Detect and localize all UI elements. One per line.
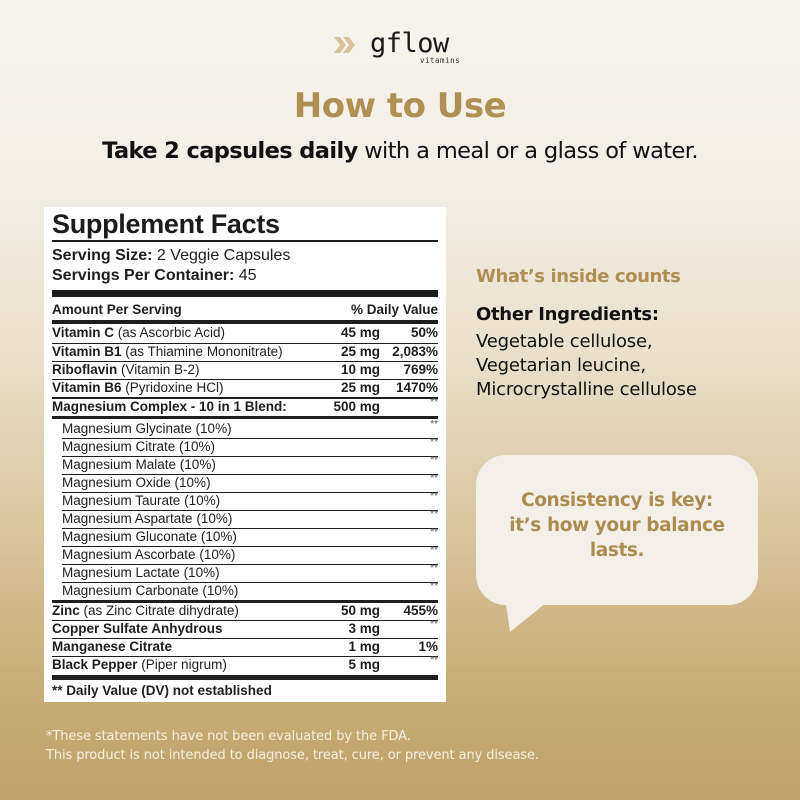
- nutrient-dv: **: [430, 619, 438, 630]
- nutrient-source: (as Ascorbic Acid): [114, 325, 226, 340]
- nutrient-row: [52, 344, 438, 362]
- nutrient-dv: 1470%: [395, 380, 438, 395]
- callout-line: Consistency is key:: [521, 490, 713, 511]
- blend-ingredient-row: [52, 439, 438, 457]
- servings-per-container-label: Servings Per Container:: [52, 267, 235, 284]
- dv-footnote: ** Daily Value (DV) not established: [52, 683, 272, 698]
- nutrient-name: Vitamin B1: [52, 344, 122, 359]
- page-title: How to Use: [293, 86, 507, 126]
- ingredient-dv: **: [430, 473, 438, 484]
- nutrient-row: [52, 362, 438, 380]
- daily-value-header: % Daily Value: [350, 302, 438, 317]
- servings-per-container: [52, 267, 438, 285]
- fda-disclaimer: [46, 727, 539, 765]
- brand-name: gflow: [370, 28, 449, 59]
- usage-instruction-rest: with a meal or a glass of water.: [357, 138, 698, 164]
- nutrient-amount: 10 mg: [340, 362, 380, 377]
- blend-name: Magnesium Complex - 10 in 1 Blend:: [52, 399, 287, 414]
- ingredient-name: Magnesium Gluconate (10%): [62, 529, 237, 544]
- nutrient-dv: 50%: [410, 325, 438, 340]
- servings-per-container-value: 45: [234, 267, 257, 284]
- blend-ingredient-row: [52, 475, 438, 493]
- blend-ingredient-row: [52, 457, 438, 475]
- nutrient-name: Riboflavin: [52, 362, 118, 377]
- nutrient-source: (Piper nigrum): [137, 657, 227, 672]
- other-ingredients-list: [476, 330, 697, 402]
- ingredient-dv: **: [430, 437, 438, 448]
- nutrient-dv: 769%: [403, 362, 438, 377]
- nutrient-row: [52, 603, 438, 621]
- thick-divider: [52, 416, 438, 419]
- ingredient-dv: **: [430, 545, 438, 556]
- ingredient-dv: **: [430, 509, 438, 520]
- nutrient-source: (Vitamin B-2): [117, 362, 200, 377]
- nutrient-amount: 25 mg: [340, 344, 380, 359]
- supplement-facts-title: Supplement Facts: [52, 209, 280, 239]
- nutrient-row: [52, 657, 438, 675]
- blend-ingredient-row: [52, 493, 438, 511]
- nutrient-amount: 1 mg: [348, 639, 380, 654]
- supplement-facts-panel: [44, 207, 446, 702]
- nutrient-source: (as Thiamine Mononitrate): [121, 344, 283, 359]
- blend-ingredient-row: [52, 565, 438, 583]
- ingredient-line: Vegetable cellulose,: [476, 331, 653, 352]
- ingredient-name: Magnesium Taurate (10%): [62, 493, 221, 508]
- ingredient-dv: **: [430, 419, 438, 430]
- nutrient-name: Vitamin C: [52, 325, 115, 340]
- nutrient-amount: 25 mg: [340, 380, 380, 395]
- blend-amount: 500 mg: [333, 399, 380, 414]
- nutrient-source: (as Zinc Citrate dihydrate): [79, 603, 239, 618]
- amount-per-serving-header: Amount Per Serving: [52, 302, 182, 317]
- blend-ingredient-row: [52, 511, 438, 529]
- blend-ingredient-row: [52, 583, 438, 601]
- ingredient-name: Magnesium Ascorbate (10%): [62, 547, 236, 562]
- brand-tagline: vitamins: [420, 56, 461, 65]
- nutrient-name: Manganese Citrate: [52, 639, 173, 654]
- thick-divider: [52, 675, 438, 680]
- blend-row: [52, 399, 438, 417]
- callout-line: it’s how your balance: [509, 515, 725, 536]
- ingredient-name: Magnesium Carbonate (10%): [62, 583, 239, 598]
- ingredient-line: Microcrystalline cellulose: [476, 379, 697, 400]
- ingredient-dv: **: [430, 455, 438, 466]
- serving-size-value: 2 Veggie Capsules: [152, 247, 291, 264]
- ingredient-name: Magnesium Oxide (10%): [62, 475, 211, 490]
- nutrient-dv: 2,083%: [392, 344, 438, 359]
- nutrient-row: [52, 325, 438, 343]
- serving-size: [52, 247, 438, 265]
- blend-ingredient-row: [52, 529, 438, 547]
- nutrient-amount: 5 mg: [348, 657, 380, 672]
- ingredient-name: Magnesium Lactate (10%): [62, 565, 220, 580]
- nutrient-name: Black Pepper: [52, 657, 138, 672]
- nutrient-name: Vitamin B6: [52, 380, 122, 395]
- chevron-arrows-icon: [334, 37, 358, 53]
- ingredient-dv: **: [430, 581, 438, 592]
- serving-size-label: Serving Size:: [52, 247, 153, 264]
- nutrient-row: [52, 621, 438, 639]
- ingredient-line: Vegetarian leucine,: [476, 355, 646, 376]
- ingredients-heading: What’s inside counts: [476, 266, 681, 287]
- nutrient-row: [52, 380, 438, 398]
- brand-logo: [334, 28, 474, 68]
- usage-instruction: [0, 138, 800, 164]
- ingredient-dv: **: [430, 563, 438, 574]
- disclaimer-line: This product is not intended to diagnose, treat, cure, or prevent any disease.: [46, 748, 539, 763]
- blend-dv: **: [430, 397, 438, 408]
- other-ingredients-label: Other Ingredients:: [476, 304, 659, 325]
- nutrient-amount: 45 mg: [340, 325, 380, 340]
- consistency-callout: [476, 488, 758, 563]
- facts-header: [52, 302, 438, 317]
- blend-ingredient-row: [52, 421, 438, 439]
- disclaimer-line: *These statements have not been evaluated by the FDA.: [46, 729, 411, 744]
- ingredient-name: Magnesium Aspartate (10%): [62, 511, 233, 526]
- nutrient-dv: **: [430, 655, 438, 666]
- speech-bubble-tail-icon: [500, 590, 570, 632]
- usage-instruction-bold: Take 2 capsules daily: [102, 138, 358, 164]
- nutrient-amount: 50 mg: [340, 603, 380, 618]
- blend-ingredient-row: [52, 547, 438, 565]
- nutrient-amount: 3 mg: [348, 621, 380, 636]
- ingredient-name: Magnesium Malate (10%): [62, 457, 216, 472]
- divider: [52, 240, 438, 242]
- nutrient-dv: 455%: [403, 603, 438, 618]
- nutrient-name: Copper Sulfate Anhydrous: [52, 621, 223, 636]
- nutrient-dv: 1%: [418, 639, 438, 654]
- ingredient-dv: **: [430, 491, 438, 502]
- ingredient-name: Magnesium Glycinate (10%): [62, 421, 232, 436]
- ingredient-dv: **: [430, 527, 438, 538]
- nutrient-source: (Pyridoxine HCl): [121, 380, 224, 395]
- ingredient-name: Magnesium Citrate (10%): [62, 439, 216, 454]
- nutrient-name: Zinc: [52, 603, 80, 618]
- callout-line: lasts.: [589, 540, 645, 561]
- thick-divider: [52, 290, 438, 297]
- thick-divider: [52, 320, 438, 324]
- nutrient-row: [52, 639, 438, 657]
